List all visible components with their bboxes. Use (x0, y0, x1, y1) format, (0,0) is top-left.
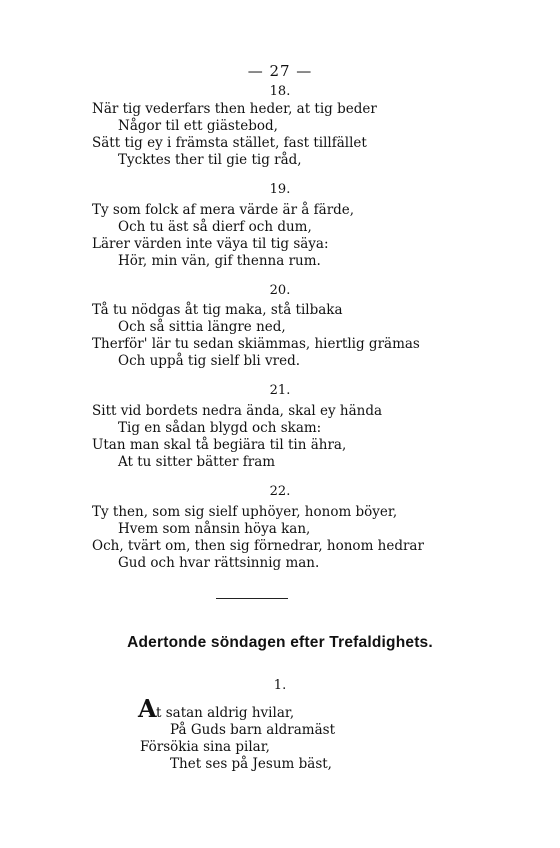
verse-line: Hvem som nånsin höya kan, (118, 521, 311, 537)
verse-line: Therför' lär tu sedan skiämmas, hiertlig grämas (92, 336, 420, 352)
verse-line: Tig en sådan blygd och skam: (118, 420, 322, 436)
verse-number: 22. (269, 484, 291, 499)
verse-line: Ty som folck af mera värde är å färde, (92, 202, 355, 218)
verse-number: 19. (269, 182, 291, 197)
verse-number: 1. (273, 678, 287, 693)
verse-line: Och så sittia längre ned, (118, 319, 286, 335)
section-divider (216, 598, 288, 599)
section-title: Adertonde söndagen efter Trefaldighets. (127, 634, 433, 651)
verse-number: 18. (269, 84, 291, 99)
verse-line: När tig vederfars then heder, at tig beder (92, 101, 377, 117)
verse-line: Ty then, som sig sielf uphöyer, honom böyer, (92, 504, 398, 520)
verse-line: Lärer värden inte väya til tig säya: (92, 236, 329, 252)
verse-line: Tycktes ther til gie tig råd, (118, 152, 302, 168)
verse-line: Och, tvärt om, then sig förnedrar, honom hedrar (92, 538, 424, 554)
verse-line: Thet ses på Jesum bäst, (170, 756, 332, 772)
verse-line: Gud och hvar rättsinnig man. (118, 555, 320, 571)
page-number: — 27 — (247, 62, 313, 80)
verse-line: At tu sitter bätter fram (118, 454, 276, 470)
verse-line: Någor til ett giästebod, (118, 118, 278, 134)
verse-line: Och uppå tig sielf bli vred. (118, 353, 301, 369)
verse-line: Och tu äst så dierf och dum, (118, 219, 312, 235)
verse-number: 21. (269, 383, 291, 398)
verse-number: 20. (269, 283, 291, 298)
verse-line: Försökia sina pilar, (140, 739, 270, 755)
verse-line: Tå tu nödgas åt tig maka, stå tilbaka (92, 302, 343, 318)
verse-line: Utan man skal tå begiära til tin ähra, (92, 437, 347, 453)
verse-line: Hör, min vän, gif thenna rum. (118, 253, 321, 269)
verse-line: t satan aldrig hvilar, (156, 705, 295, 721)
verse-line: Sitt vid bordets nedra ända, skal ey hända (92, 403, 383, 419)
verse-line: Sätt tig ey i främsta stället, fast tillfället (92, 135, 367, 151)
verse-line: På Guds barn aldramäst (170, 722, 335, 738)
drop-cap: A (138, 694, 157, 723)
